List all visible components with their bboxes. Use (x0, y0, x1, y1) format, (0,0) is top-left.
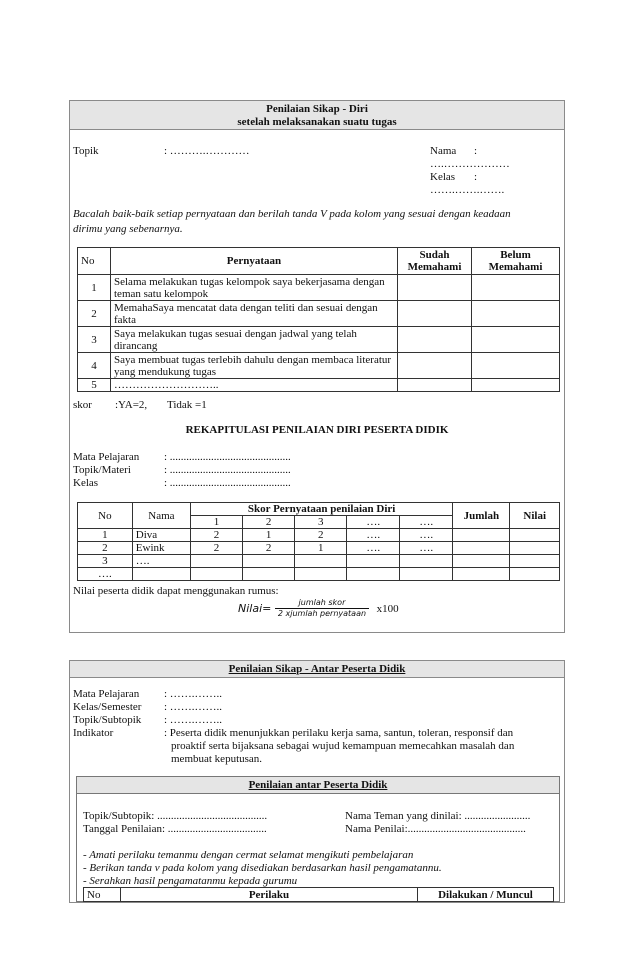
row-sudah-cell[interactable] (398, 301, 472, 327)
peer-instruction-1: - Amati perilaku temanmu dengan cermat selamat mengikuti pembelajaran (83, 849, 414, 861)
recap-score (400, 555, 453, 568)
peer-assessment-section (69, 660, 565, 903)
recap-score (347, 568, 400, 581)
recap-sub-col: 2 (243, 516, 295, 529)
recap-score (295, 568, 347, 581)
recap-score: 2 (243, 542, 295, 555)
row-sudah-cell[interactable] (398, 275, 472, 301)
recap-score: 2 (190, 542, 242, 555)
recap-nilai (510, 542, 560, 555)
rumus-text: Nilai peserta didik dapat menggunakan rumus: (73, 585, 279, 597)
peer-tanggal-field: Tanggal Penilaian: .................................... (83, 823, 267, 835)
kelas-label: Kelas (430, 171, 456, 183)
row-line: yang mendukung tugas (114, 365, 217, 378)
kelas-value: …….…….……. (430, 184, 505, 196)
col-sudah-line2: Memahami (407, 261, 462, 273)
recap-no: …. (78, 568, 133, 581)
row-line: teman satu kelompok (114, 287, 209, 300)
row-statement (111, 353, 398, 379)
formula-fraction (275, 598, 369, 619)
table-row (78, 568, 560, 581)
recap-jumlah (453, 568, 510, 581)
peer-assessment-title: Penilaian Sikap - Antar Peserta Didik (228, 663, 406, 675)
topik-materi-label: Topik/Materi (73, 464, 131, 476)
kelas2-label: Kelas (73, 477, 99, 489)
peer-kelas-value: : …….…….. (164, 701, 223, 713)
row-line: dirancang (114, 339, 158, 352)
table-row (78, 379, 560, 392)
topik-label: Topik (73, 145, 99, 157)
recap-col-nilai: Nilai (510, 503, 560, 529)
recap-score: …. (347, 542, 400, 555)
row-line: fakta (114, 313, 136, 326)
recap-score (347, 555, 400, 568)
recap-score (295, 555, 347, 568)
peer-behaviour-table (83, 887, 554, 902)
recap-no: 3 (78, 555, 133, 568)
self-assessment-section (69, 100, 565, 633)
row-belum-cell[interactable] (472, 379, 560, 392)
recap-score: …. (347, 529, 400, 542)
peer-topik-label: Topik/Subtopik (73, 714, 142, 726)
peer-mapel-label: Mata Pelajaran (73, 688, 140, 700)
row-no: 3 (78, 327, 111, 353)
topik-materi-value: : ............................................ (164, 464, 291, 476)
rekap-title: REKAPITULASI PENILAIAN DIRI PESERTA DIDIK (185, 424, 449, 436)
peer-kelas-label: Kelas/Semester (73, 701, 142, 713)
col-belum-line1: Belum (500, 249, 531, 261)
recap-score: 1 (295, 542, 347, 555)
peer-col-dilakukan: Dilakukan / Muncul (418, 888, 554, 902)
row-belum-cell[interactable] (472, 275, 560, 301)
recap-sub-col: …. (400, 516, 453, 529)
row-sudah-cell[interactable] (398, 379, 472, 392)
recap-score (400, 568, 453, 581)
peer-topik-field: Topik/Subtopik: ........................................ (83, 810, 268, 822)
self-assessment-header (70, 101, 564, 130)
peer-form-title: Penilaian antar Peserta Didik (248, 779, 388, 791)
recap-score: …. (400, 529, 453, 542)
row-statement: ……………………….. (111, 379, 398, 392)
row-no: 4 (78, 353, 111, 379)
formula-numerator: jumlah skor (275, 598, 369, 609)
row-sudah-cell[interactable] (398, 327, 472, 353)
row-line: Saya membuat tugas terlebih dahulu dengan membaca literatur (114, 353, 392, 366)
recap-nama: Ewink (132, 542, 190, 555)
peer-topik-value: : …….…….. (164, 714, 223, 726)
col-pernyataan-header: Pernyataan (111, 248, 398, 275)
table-row (78, 542, 560, 555)
row-line: Selama melakukan tugas kelompok saya bekerjasama dengan (114, 275, 385, 288)
peer-indikator-line3: membuat keputusan. (171, 753, 263, 765)
row-statement (111, 275, 398, 301)
peer-col-perilaku: Perilaku (121, 888, 418, 902)
recap-table (77, 502, 560, 581)
instruction-line-2: dirimu yang sebenarnya. (73, 223, 183, 235)
recap-nama: …. (132, 555, 190, 568)
recap-nilai (510, 568, 560, 581)
row-belum-cell[interactable] (472, 327, 560, 353)
kelas2-value: : ............................................ (164, 477, 291, 489)
recap-jumlah (453, 529, 510, 542)
table-row (78, 555, 560, 568)
mapel-value: : ............................................ (164, 451, 291, 463)
recap-jumlah (453, 542, 510, 555)
nama-colon: : (474, 145, 478, 157)
recap-col-skor: Skor Pernyataan penilaian Diri (190, 503, 452, 516)
self-assessment-title: Penilaian Sikap - Diri (266, 103, 368, 115)
peer-mapel-value: : …….…….. (164, 688, 223, 700)
skor-label: skor (73, 399, 92, 411)
recap-sub-col: 1 (190, 516, 242, 529)
row-line: MemahaSaya mencatat data dengan teliti dan sesuai dengan (114, 301, 378, 314)
peer-indikator-line1: : Peserta didik menunjukkan perilaku kerja sama, santun, toleran, responsif dan (164, 727, 514, 739)
peer-teman-field: Nama Teman yang dinilai: ........................ (345, 810, 531, 822)
topik-value: : ……….………… (164, 145, 250, 157)
statement-table (77, 247, 560, 392)
recap-nilai (510, 529, 560, 542)
formula-multiplier: x100 (376, 602, 399, 615)
table-row (78, 275, 560, 301)
col-sudah-line1: Sudah (419, 249, 450, 261)
col-sudah-header (398, 248, 472, 275)
recap-score: 1 (243, 529, 295, 542)
peer-indikator-label: Indikator (73, 727, 114, 739)
row-statement (111, 301, 398, 327)
recap-col-jumlah: Jumlah (453, 503, 510, 529)
recap-col-nama: Nama (132, 503, 190, 529)
skor-tidak: Tidak =1 (167, 399, 207, 411)
recap-nama (132, 568, 190, 581)
peer-penilai-field: Nama Penilai:........................................... (345, 823, 526, 835)
peer-col-no: No (84, 888, 121, 902)
peer-form-header (77, 777, 559, 794)
recap-score (243, 568, 295, 581)
table-row (78, 327, 560, 353)
nilai-formula (238, 598, 399, 619)
row-statement (111, 327, 398, 353)
row-line: Saya melakukan tugas sesuai dengan jadwal yang telah (114, 327, 357, 340)
peer-assessment-header (70, 661, 564, 678)
peer-indikator-line2: proaktif serta bijaksana sebagai wujud kemampuan memecahkan masalah dan (171, 740, 515, 752)
recap-score (190, 568, 242, 581)
recap-score (190, 555, 242, 568)
skor-ya: :YA=2, (115, 399, 148, 411)
row-belum-cell[interactable] (472, 353, 560, 379)
recap-score: 2 (295, 529, 347, 542)
recap-nama: Diva (132, 529, 190, 542)
table-row (78, 353, 560, 379)
formula-denominator: 2 xjumlah pernyataan (277, 609, 367, 618)
mapel-label: Mata Pelajaran (73, 451, 140, 463)
row-belum-cell[interactable] (472, 301, 560, 327)
formula-nilai: Nilai= (238, 602, 272, 615)
recap-jumlah (453, 555, 510, 568)
recap-nilai (510, 555, 560, 568)
recap-score: …. (400, 542, 453, 555)
kelas-colon: : (474, 171, 478, 183)
table-row (78, 301, 560, 327)
row-no: 2 (78, 301, 111, 327)
row-no: 1 (78, 275, 111, 301)
recap-sub-col: 3 (295, 516, 347, 529)
col-no-header: No (78, 248, 111, 275)
recap-col-no: No (78, 503, 133, 529)
peer-form (76, 776, 560, 902)
recap-score: 2 (190, 529, 242, 542)
nama-label: Nama (430, 145, 457, 157)
col-belum-line2: Memahami (488, 261, 543, 273)
recap-score (243, 555, 295, 568)
instruction-line-1: Bacalah baik-baik setiap pernyataan dan berilah tanda V pada kolom yang sesuai dengan keadaan (73, 208, 511, 220)
row-sudah-cell[interactable] (398, 353, 472, 379)
recap-no: 2 (78, 542, 133, 555)
recap-sub-col: …. (347, 516, 400, 529)
col-belum-header (472, 248, 560, 275)
table-row (78, 529, 560, 542)
row-no: 5 (78, 379, 111, 392)
self-assessment-subtitle: setelah melaksanakan suatu tugas (237, 116, 397, 128)
recap-no: 1 (78, 529, 133, 542)
nama-value: ….……………… (430, 158, 510, 170)
peer-instruction-3: - Serahkan hasil pengamatanmu kepada gurumu (83, 875, 298, 887)
peer-instruction-2: - Berikan tanda v pada kolom yang disediakan berdasarkan hasil pengamatannu. (83, 862, 442, 874)
